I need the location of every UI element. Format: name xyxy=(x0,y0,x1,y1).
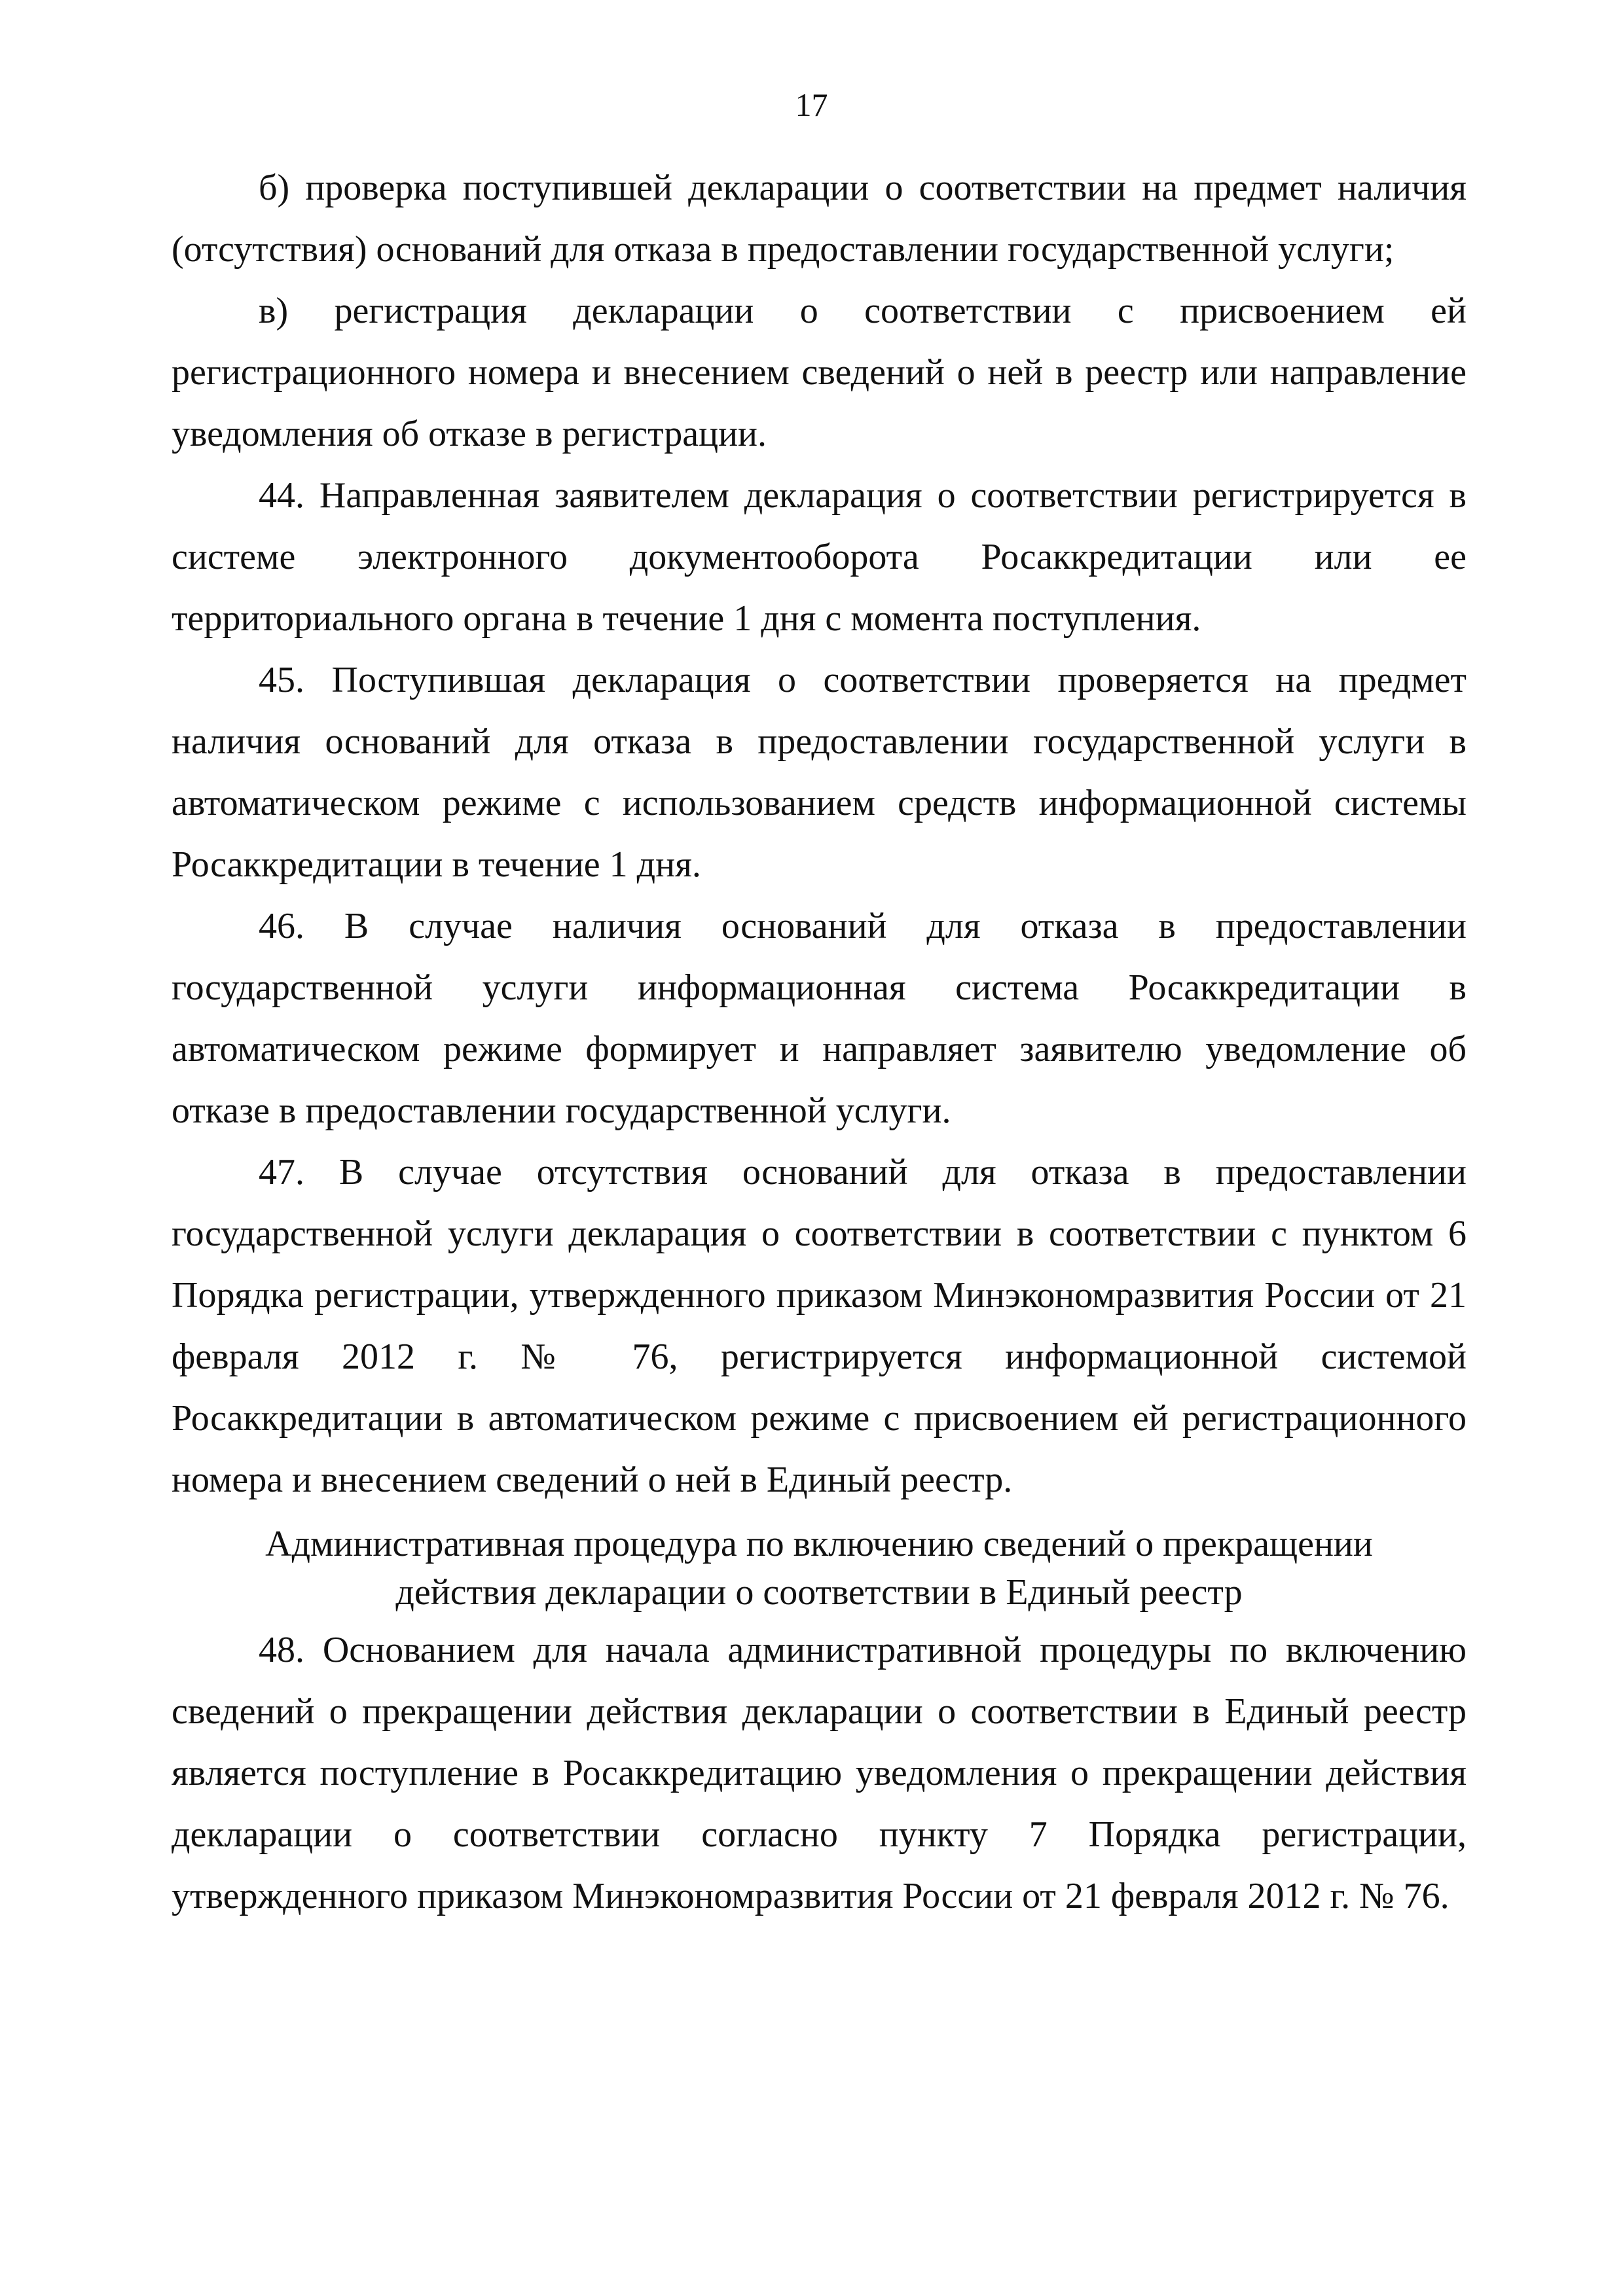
page-number: 17 xyxy=(795,86,828,123)
document-body xyxy=(172,157,1467,1927)
section-heading: Административная процедура по включению сведений о прекращении действия декларации о соответствии в Единый реестр xyxy=(265,1524,1373,1613)
paragraph-46: 46. В случае наличия оснований для отказа в предоставлении государственной услуги информационная система Росаккредитации в автоматическом режиме формирует и направляет заявителю уведомление об отказе в предоставлении государственной услуги. xyxy=(172,906,1467,1131)
paragraph-v: в) регистрация декларации о соответствии с присвоением ей регистрационного номера и внесением сведений о ней в реестр или направление уведомления об отказе в регистрации. xyxy=(172,291,1467,454)
paragraph-48: 48. Основанием для начала административной процедуры по включению сведений о прекращении действия декларации о соответствии в Единый реестр является поступление в Росаккредитацию уведомления о прекращении действия декларации о соответствии согласно пункту 7 Порядка регистрации, утвержденного приказом Минэкономразвития России от 21 февраля 2012 г. № 76. xyxy=(172,1630,1467,1916)
paragraph-b: б) проверка поступившей декларации о соответствии на предмет наличия (отсутствия) оснований для отказа в предоставлении государственной услуги; xyxy=(172,168,1467,270)
paragraph-47: 47. В случае отсутствия оснований для отказа в предоставлении государственной услуги декларация о соответствии в соответствии с пунктом 6 Порядка регистрации, утвержденного приказом Минэкономразвития России от 21 февраля 2012 г. № 76, регистрируется информационной системой Росаккредитации в автоматическом режиме с присвоением ей регистрационного номера и внесением сведений о ней в Единый реестр. xyxy=(172,1152,1467,1500)
paragraph-44: 44. Направленная заявителем декларация о соответствии регистрируется в системе электронного документооборота Росаккредитации или ее территориального органа в течение 1 дня с момента поступления. xyxy=(172,475,1467,639)
paragraph-45: 45. Поступившая декларация о соответствии проверяется на предмет наличия оснований для отказа в предоставлении государственной услуги в автоматическом режиме с использованием средств информационной системы Росаккредитации в течение 1 дня. xyxy=(172,660,1467,885)
